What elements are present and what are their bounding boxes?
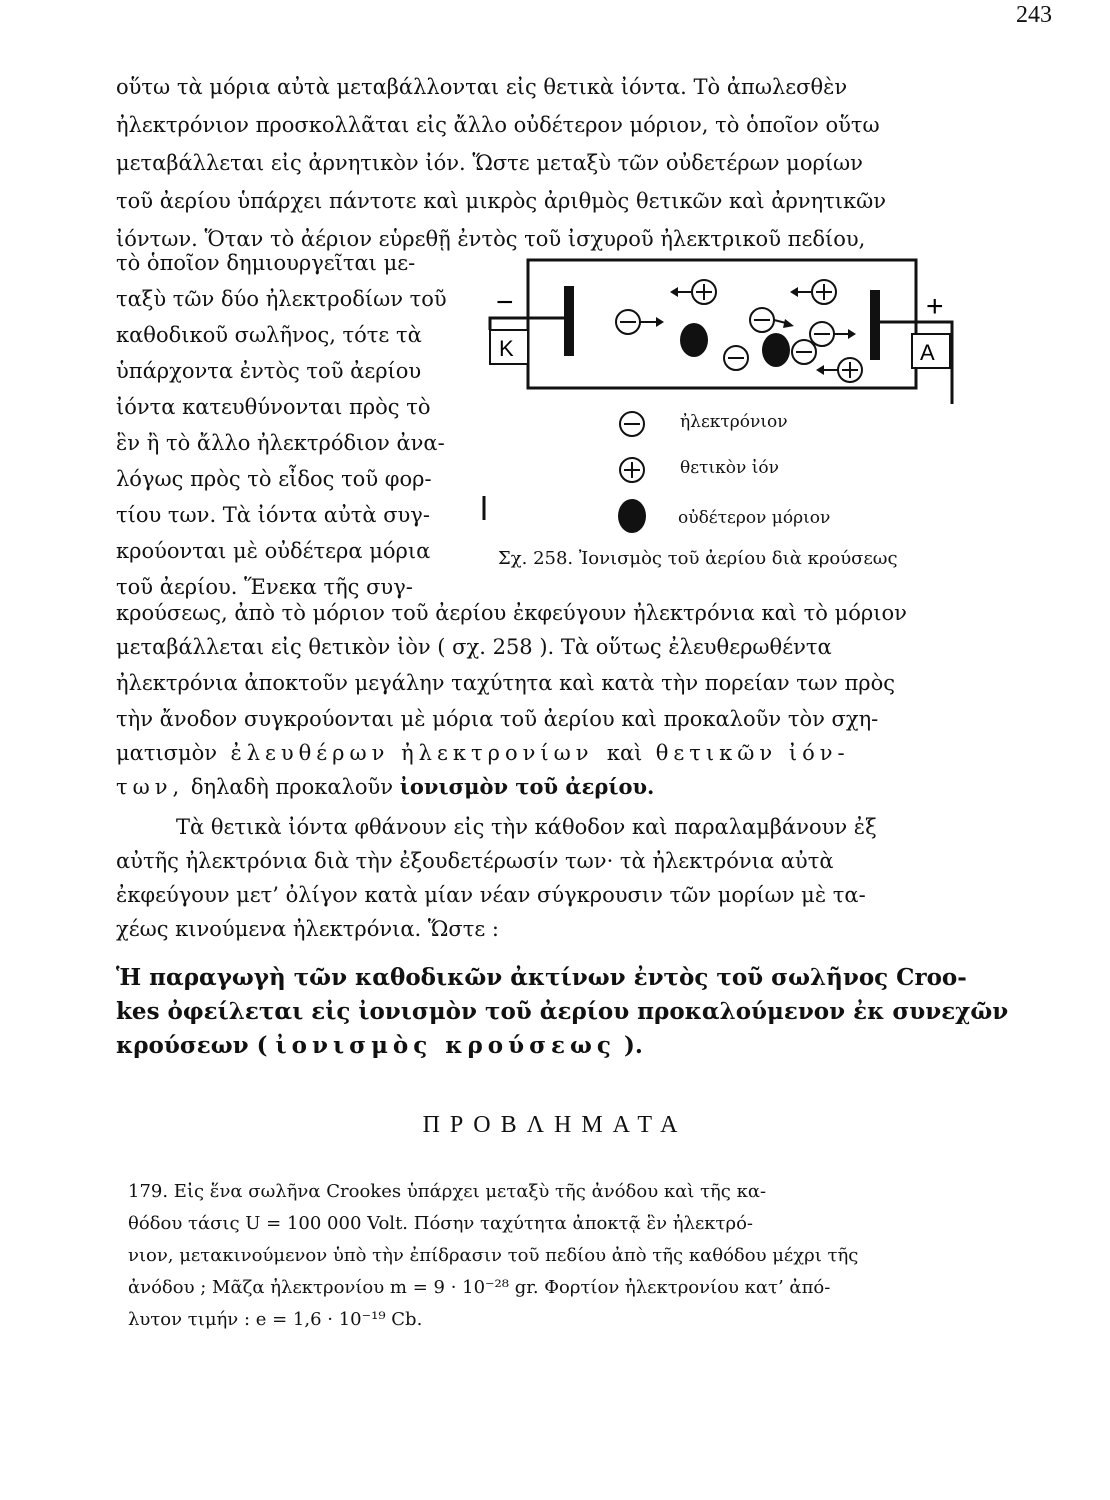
text-line: ἐκφεύγουν μετ’ ὀλίγον κατὰ μίαν νέαν σύγκρουσιν τῶν μορίων μὲ τα- (116, 883, 866, 907)
arrow-left-icon (670, 287, 678, 297)
text-line: ταξὺ τῶν δύο ἠλεκτροδίων τοῦ (116, 287, 447, 311)
problem-line: λυτον τιμήν : e = 1,6 · 10⁻¹⁹ Cb. (128, 1309, 423, 1330)
anode-electrode (870, 290, 880, 360)
legend-neutral-molecule-icon (618, 499, 646, 533)
arrow-left-icon (790, 287, 798, 297)
anode-label: A (920, 340, 935, 365)
legend-positive-ion-label: θετικὸν ἰόν (680, 458, 779, 478)
text-line: ἓν ἢ τὸ ἄλλο ἠλεκτρόδιον ἀνα- (116, 431, 445, 455)
problem-line: θόδου τάσις U = 100 000 Volt. Πόσην ταχύτητα ἀποκτᾷ ἓν ἠλεκτρό- (128, 1213, 754, 1234)
neutral-molecule-icon (762, 333, 790, 367)
text-line: ἰόντων. Ὅταν τὸ ἀέριον εὑρεθῇ ἐντὸς τοῦ ἰσχυροῦ ἠλεκτρικοῦ πεδίου, (116, 227, 866, 251)
text-span: ). (623, 1032, 643, 1059)
text-span: δηλαδὴ προκαλοῦν (190, 775, 394, 799)
text-line: τοῦ ἀερίου. Ἕνεκα τῆς συγ- (116, 575, 413, 599)
arrow-left-icon (816, 365, 824, 375)
text-line: καθοδικοῦ σωλῆνος, τότε τὰ (116, 323, 422, 347)
neutral-molecule-icon (680, 323, 708, 357)
legend-neutral-molecule-label: οὐδέτερον μόριον (678, 508, 831, 528)
cathode-electrode (564, 286, 574, 356)
text-line: ὑπάρχοντα ἐντὸς τοῦ ἀερίου (116, 359, 422, 383)
text-line: αὐτῆς ἠλεκτρόνια διὰ τὴν ἐξουδετέρωσίν των· τὰ ἠλεκτρόνια αὐτὰ (116, 849, 834, 873)
text-line: τίου των. Τὰ ἰόντα αὐτὰ συγ- (116, 503, 430, 527)
arrow-right-icon (783, 319, 794, 328)
text-line: τοῦ ἀερίου ὑπάρχει πάντοτε καὶ μικρὸς ἀριθμὸς θετικῶν καὶ ἀρνητικῶν (116, 189, 887, 213)
text-line: μεταβάλλεται εἰς θετικὸν ἰὸν ( σχ. 258 ). Τὰ οὕτως ἐλευθερωθέντα (116, 635, 832, 659)
text-line: τὴν ἄνοδον συγκρούονται μὲ μόρια τοῦ ἀερίου καὶ προκαλοῦν τὸν σχη- (116, 707, 879, 731)
text-line: ἰόντα κατευθύνονται πρὸς τὸ (116, 395, 431, 419)
text-line: κρούσεως, ἀπὸ τὸ μόριον τοῦ ἀερίου ἐκφεύγουν ἠλεκτρόνια καὶ τὸ μόριον (116, 601, 907, 625)
section-heading: ΠΡΟΒΛΗΜΑΤΑ (422, 1112, 688, 1138)
arrow-right-icon (656, 317, 664, 327)
emphasized-phrase: θετικῶν ἰόν- (655, 741, 850, 765)
cathode-label: K (499, 336, 514, 361)
emphasized-phrase: ἰονισμὸς κρούσεως (275, 1032, 616, 1059)
text-line: μεταβάλλεται εἰς ἀρνητικὸν ἰόν. Ὥστε μεταξὺ τῶν οὐδετέρων μορίων (116, 151, 863, 175)
problem-line: ἀνόδου ; Μᾶζα ἠλεκτρονίου m = 9 · 10⁻²⁸ gr. Φορτίον ἠλεκτρονίου κατ’ ἀπό- (128, 1277, 831, 1298)
arrow-right-icon (848, 329, 856, 339)
text-line: τὸ ὁποῖον δημιουργεῖται με- (116, 251, 416, 275)
text-line: Τὰ θετικὰ ἰόντα φθάνουν εἰς τὴν κάθοδον καὶ παραλαμβάνουν ἐξ (176, 815, 877, 839)
text-span: κρούσεων ( (116, 1032, 268, 1059)
page-number: 243 (1016, 2, 1052, 28)
emphasized-phrase: των, (116, 775, 185, 799)
legend-electron-label: ἠλεκτρόνιον (680, 412, 788, 432)
bold-phrase: ἰονισμὸν τοῦ ἀερίου. (399, 774, 655, 799)
conclusion-line: Ἡ παραγωγὴ τῶν καθοδικῶν ἀκτίνων ἐντὸς τοῦ σωλῆνος Croo- (116, 964, 967, 991)
emphasized-phrase: ἐλευθέρων ἠλεκτρονίων (230, 741, 594, 765)
text-line: ἠλεκτρόνιον προσκολλᾶται εἰς ἄλλο οὐδέτερον μόριον, τὸ ὁποῖον οὕτω (116, 113, 880, 137)
minus-sign: − (496, 286, 514, 319)
conclusion-line: kes ὀφείλεται εἰς ἰονισμὸν τοῦ ἀερίου προκαλούμενον ἐκ συνεχῶν (116, 998, 1009, 1025)
problem-line: νιον, μετακινούμενον ὑπὸ τὴν ἐπίδρασιν τοῦ πεδίου ἀπὸ τῆς καθόδου μέχρι τῆς (128, 1245, 859, 1266)
plus-sign: + (926, 290, 944, 323)
text-span: καὶ (606, 741, 643, 765)
text-line: κρούονται μὲ οὐδέτερα μόρια (116, 539, 431, 563)
text-span: ματισμὸν (116, 741, 218, 765)
problem-line: 179. Εἰς ἕνα σωλῆνα Crookes ὑπάρχει μεταξὺ τῆς ἀνόδου καὶ τῆς κα- (128, 1181, 767, 1202)
text-line: ἠλεκτρόνια ἀποκτοῦν μεγάλην ταχύτητα καὶ κατὰ τὴν πορείαν των πρὸς (116, 671, 896, 695)
text-line: λόγως πρὸς τὸ εἶδος τοῦ φορ- (116, 467, 432, 491)
text-line: οὕτω τὰ μόρια αὐτὰ μεταβάλλονται εἰς θετικὰ ἰόντα. Τὸ ἀπωλεσθὲν (116, 75, 848, 99)
text-line: χέως κινούμενα ἠλεκτρόνια. Ὥστε : (116, 917, 499, 941)
figure-caption: Σχ. 258. Ἰονισμὸς τοῦ ἀερίου διὰ κρούσεως (498, 548, 898, 569)
